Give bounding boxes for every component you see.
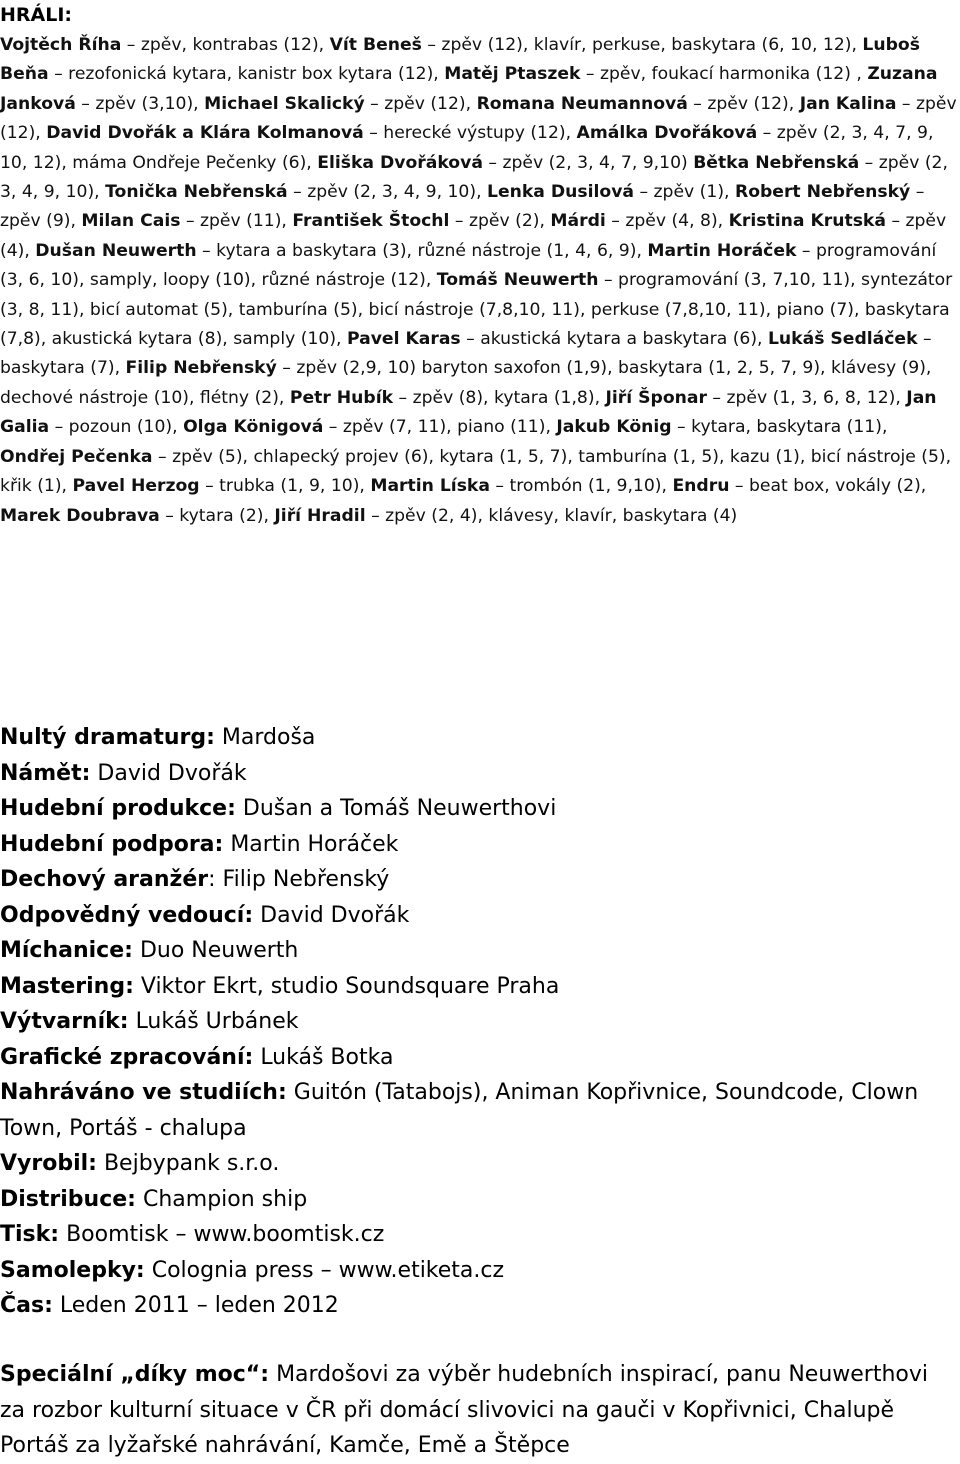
musician-name: Endru bbox=[672, 476, 730, 497]
musician-role: zpěv (2,9, 10) baryton saxofon (1,9), baskytara (1, 2, 5, 7, 9), klávesy (9), dechové nástroje (10), flétny (2), bbox=[0, 358, 932, 408]
credit-row bbox=[0, 969, 958, 1005]
musician-name: Ondřej Pečenka bbox=[0, 446, 153, 467]
musician-role: zpěv (1, 3, 6, 8, 12), bbox=[726, 387, 901, 408]
musician-role: zpěv (4), bbox=[0, 211, 947, 261]
dash-separator: – bbox=[762, 123, 772, 144]
musician-role: rezofonická kytara, kanistr box kytara (12), bbox=[68, 64, 439, 85]
musician-name: Matěj Ptaszek bbox=[444, 64, 581, 85]
musician-role: herecké výstupy (12), bbox=[383, 123, 572, 144]
musician-name: Pavel Herzog bbox=[72, 476, 200, 497]
dash-separator: – bbox=[454, 211, 464, 232]
dash-separator: – bbox=[901, 93, 911, 114]
credit-value: Bejbypank s.r.o. bbox=[103, 1151, 280, 1176]
dash-separator: – bbox=[603, 270, 613, 291]
credit-entry bbox=[330, 35, 863, 55]
musician-role: kytara (2), bbox=[179, 505, 269, 526]
musician-role: zpěv (12), bbox=[707, 93, 795, 114]
dash-separator: – bbox=[205, 476, 214, 497]
musician-role: zpěv (11), bbox=[200, 211, 287, 232]
dash-separator: – bbox=[126, 35, 136, 55]
musician-name: Tonička Nebřenská bbox=[105, 182, 288, 203]
credit-entry bbox=[105, 182, 487, 202]
credit-label: Nahráváno ve studiích: bbox=[0, 1080, 287, 1105]
musician-name: Bětka Nebřenská bbox=[693, 152, 860, 173]
credit-row bbox=[0, 827, 958, 863]
musician-role: zpěv (12), bbox=[384, 93, 472, 114]
musician-role: zpěv (2, 3, 4, 9, 10), bbox=[307, 182, 482, 203]
credit-value: Leden 2011 – leden 2012 bbox=[59, 1293, 339, 1318]
musician-name: Dušan Neuwerth bbox=[35, 240, 197, 261]
musician-name: Jakub König bbox=[556, 417, 672, 438]
musician-name: Lenka Dusilová bbox=[487, 182, 634, 203]
musician-name: Romana Neumannová bbox=[476, 93, 688, 114]
credit-entry bbox=[73, 476, 371, 496]
musician-role: programování (3, 6, 10), samply, loopy (10), různé nástroje (12), bbox=[0, 240, 937, 291]
dash-separator: – bbox=[371, 505, 380, 526]
credit-label: Hudební produkce: bbox=[0, 796, 236, 821]
credit-label: Tisk: bbox=[0, 1222, 60, 1247]
credit-row bbox=[0, 898, 958, 934]
musician-name: Milan Cais bbox=[81, 211, 181, 232]
credit-value: Mardoša bbox=[221, 725, 316, 750]
musician-role: zpěv (3,10), bbox=[95, 93, 199, 114]
musician-name: Petr Hubík bbox=[289, 387, 394, 408]
credit-entry bbox=[550, 211, 728, 231]
credit-row bbox=[0, 862, 958, 898]
musician-role: akustická kytara a baskytara (6), bbox=[480, 329, 763, 350]
credit-entry bbox=[46, 123, 576, 143]
musicians-credits bbox=[0, 31, 958, 531]
dash-separator: – bbox=[202, 240, 211, 261]
credit-value: Duo Neuwerth bbox=[139, 938, 299, 963]
credit-row bbox=[0, 791, 958, 827]
credit-label: Nultý dramaturg: bbox=[0, 725, 215, 750]
dash-separator: – bbox=[611, 211, 620, 232]
musician-role: zpěv (12), klavír, perkuse, baskytara (6, 10, 12), bbox=[441, 35, 857, 55]
musician-name: Kristina Krutská bbox=[728, 211, 886, 232]
dash-separator: – bbox=[54, 417, 64, 438]
musician-name: Zuzana Janková bbox=[0, 64, 938, 114]
dash-separator: – bbox=[864, 152, 874, 173]
credit-row bbox=[0, 1288, 958, 1324]
musician-role: zpěv (2, 3, 4, 7, 9, 10, 12), máma Ondřeje Pečenky (6), bbox=[0, 123, 934, 173]
credit-row bbox=[0, 1004, 958, 1040]
musician-name: Pavel Karas bbox=[346, 329, 461, 350]
musician-role: zpěv (12), bbox=[0, 93, 957, 144]
musician-role: kytara, baskytara (11), bbox=[691, 417, 888, 438]
credit-entry bbox=[0, 506, 274, 526]
credit-entry bbox=[347, 329, 768, 349]
credit-value: Viktor Ekrt, studio Soundsquare Praha bbox=[140, 973, 560, 999]
production-credits bbox=[0, 720, 958, 1324]
dash-separator: – bbox=[495, 476, 505, 497]
credit-value: Lukáš Botka bbox=[260, 1044, 394, 1070]
credit-entry bbox=[290, 388, 606, 408]
musician-name: Olga Königová bbox=[183, 417, 324, 438]
credit-row bbox=[0, 720, 958, 756]
special-thanks bbox=[0, 1357, 958, 1464]
dash-separator: – bbox=[185, 211, 195, 232]
musician-name: Martin Horáček bbox=[647, 240, 797, 261]
credit-value: Champion ship bbox=[142, 1186, 308, 1212]
dash-separator: – bbox=[801, 240, 811, 261]
credit-label: Grafické zpracování: bbox=[0, 1044, 254, 1070]
musician-role: trubka (1, 9, 10), bbox=[219, 476, 365, 497]
credit-entry bbox=[477, 94, 800, 114]
credit-row bbox=[0, 933, 958, 969]
credit-label: Dechový aranžér bbox=[0, 867, 209, 892]
musician-name: David Dvořák a Klára Kolmanová bbox=[46, 123, 364, 144]
musician-role: programování (3, 7,10, 11), syntezátor (3, 8, 11), bicí automat (5), tamburína (5), bicí nástroje (7,8,10, 11), perkuse (7,8,10, 11), piano (7), baskytara (7,8), akustická kytara (8), samply (10), bbox=[0, 270, 953, 350]
section-heading: HRÁLI: bbox=[0, 4, 73, 26]
credit-row bbox=[0, 1040, 958, 1076]
musician-name: Jiří Šponar bbox=[605, 387, 707, 408]
dash-separator: – bbox=[677, 417, 686, 438]
credit-label: Vyrobil: bbox=[0, 1151, 97, 1176]
credit-entry bbox=[183, 417, 556, 437]
musician-role: zpěv (1), bbox=[653, 182, 730, 203]
credit-entry bbox=[672, 476, 926, 496]
credit-value: David Dvořák bbox=[260, 902, 410, 928]
musician-role: zpěv, kontrabas (12), bbox=[140, 35, 325, 55]
musician-name: Martin Líska bbox=[370, 476, 490, 497]
thanks-label: Speciální „díky moc“: bbox=[0, 1362, 270, 1387]
credit-row bbox=[0, 1253, 958, 1289]
credit-entry bbox=[204, 94, 476, 114]
musician-name: Márdi bbox=[550, 211, 606, 232]
musician-name: František Štochl bbox=[292, 211, 450, 232]
credit-entry bbox=[81, 211, 292, 231]
dash-separator: – bbox=[158, 446, 167, 467]
musician-name: Robert Nebřenský bbox=[734, 182, 911, 203]
musician-role: zpěv (5), chlapecký projev (6), kytara (1, 5, 7), tamburína (1, 5), kazu (1), bicí nástroje (5), křik (1), bbox=[0, 446, 952, 497]
credit-entry bbox=[0, 35, 330, 55]
dash-separator: – bbox=[488, 152, 497, 173]
musician-name: Amálka Dvořáková bbox=[576, 123, 758, 144]
musician-role: zpěv (4, 8), bbox=[625, 211, 724, 232]
dash-separator: – bbox=[466, 329, 475, 350]
musician-name: Lukáš Sedláček bbox=[767, 329, 918, 350]
musician-name: Jan Galia bbox=[0, 387, 937, 438]
musician-name: Vít Beneš bbox=[329, 35, 422, 55]
dash-separator: – bbox=[639, 182, 649, 203]
credit-entry bbox=[556, 417, 887, 437]
credit-entry bbox=[274, 506, 737, 526]
musician-role: zpěv (8), kytara (1,8), bbox=[412, 387, 601, 408]
credit-label: Míchanice: bbox=[0, 938, 133, 963]
credit-value: Guitón (Tatabojs), Animan Kopřivnice, Soundcode, Clown Town, Portáš - chalupa bbox=[0, 1080, 919, 1141]
credit-value: Martin Horáček bbox=[230, 831, 399, 857]
credit-entry bbox=[317, 153, 693, 173]
musician-name: Jiří Hradil bbox=[274, 505, 366, 526]
credit-label: Distribuce: bbox=[0, 1186, 136, 1212]
credit-label: Mastering: bbox=[0, 973, 134, 999]
musician-role: beat box, vokály (2), bbox=[748, 476, 927, 497]
musician-role: baskytara (7), bbox=[0, 358, 121, 379]
dash-separator: – bbox=[915, 182, 925, 203]
musician-role: trombón (1, 9,10), bbox=[509, 476, 667, 497]
musician-name: Filip Nebřenský bbox=[125, 358, 277, 379]
credit-value: David Dvořák bbox=[97, 760, 247, 786]
credit-value: Boomtisk – www.boomtisk.cz bbox=[66, 1222, 385, 1247]
credit-label: Samolepky: bbox=[0, 1257, 145, 1283]
musician-role: kytara a baskytara (3), různé nástroje (1, 4, 6, 9), bbox=[216, 240, 642, 261]
dash-separator: – bbox=[712, 387, 722, 408]
credit-label: Odpovědný vedoucí: bbox=[0, 902, 254, 928]
musician-role: zpěv (2, 3, 4, 9, 10), bbox=[0, 152, 948, 203]
musician-role: pozoun (10), bbox=[68, 417, 178, 438]
credit-label: Hudební podpora: bbox=[0, 831, 224, 857]
credit-entry bbox=[35, 241, 647, 261]
musician-name: Marek Doubrava bbox=[0, 505, 160, 526]
dash-separator: – bbox=[370, 93, 379, 114]
credit-row bbox=[0, 756, 958, 792]
credit-row bbox=[0, 1146, 958, 1182]
credit-value: : Filip Nebřenský bbox=[208, 867, 390, 892]
credit-entry bbox=[487, 182, 735, 202]
dash-separator: – bbox=[54, 64, 63, 85]
credit-entry bbox=[292, 211, 550, 231]
credit-entry bbox=[370, 476, 672, 496]
musician-role: zpěv (7, 11), piano (11), bbox=[342, 417, 551, 438]
credit-label: Čas: bbox=[0, 1293, 53, 1318]
musician-name: Michael Skalický bbox=[204, 93, 365, 114]
credit-entry bbox=[606, 388, 907, 408]
dash-separator: – bbox=[81, 93, 90, 114]
musician-role: zpěv, foukací harmonika (12) , bbox=[599, 64, 862, 85]
musician-name: Eliška Dvořáková bbox=[317, 152, 483, 173]
dash-separator: – bbox=[693, 93, 702, 114]
dash-separator: – bbox=[282, 358, 291, 379]
credit-value: Lukáš Urbánek bbox=[135, 1009, 299, 1034]
dash-separator: – bbox=[398, 387, 408, 408]
dash-separator: – bbox=[328, 417, 338, 438]
dash-separator: – bbox=[734, 476, 744, 497]
credit-label: Výtvarník: bbox=[0, 1009, 129, 1034]
dash-separator: – bbox=[293, 182, 302, 203]
musician-role: zpěv (2, 4), klávesy, klavír, baskytara (4) bbox=[385, 505, 738, 526]
dash-separator: – bbox=[585, 64, 595, 85]
credit-entry bbox=[444, 64, 867, 84]
dash-separator: – bbox=[369, 123, 378, 144]
credit-row bbox=[0, 1217, 958, 1253]
dash-separator: – bbox=[427, 35, 436, 55]
dash-separator: – bbox=[891, 211, 901, 232]
thanks-text: Mardošovi za výběr hudebních inspirací, panu Neuwerthovi za rozbor kulturní situace v ČR při domácí slivovici na gauči v Kopřivnici, Chalupě Portáš za lyžařské nahrávání, Kamče, Emě a Štěpce bbox=[0, 1362, 929, 1458]
credit-value: Dušan a Tomáš Neuwerthovi bbox=[242, 796, 557, 821]
musician-name: Vojtěch Říha bbox=[0, 35, 122, 55]
credit-label: Námět: bbox=[0, 760, 91, 786]
musician-role: zpěv (9), bbox=[0, 211, 76, 232]
dash-separator: – bbox=[165, 505, 174, 526]
credit-row bbox=[0, 1182, 958, 1218]
credit-value: Colognia press – www.etiketa.cz bbox=[151, 1257, 505, 1283]
dash-separator: – bbox=[923, 329, 932, 350]
credit-row bbox=[0, 1075, 958, 1146]
musician-name: Tomáš Neuwerth bbox=[436, 270, 599, 291]
musician-name: Jan Kalina bbox=[799, 93, 897, 114]
musician-name: Luboš Beňa bbox=[0, 35, 920, 85]
musician-role: zpěv (2, 3, 4, 7, 9,10) bbox=[502, 152, 688, 173]
musician-role: zpěv (2), bbox=[468, 211, 545, 232]
